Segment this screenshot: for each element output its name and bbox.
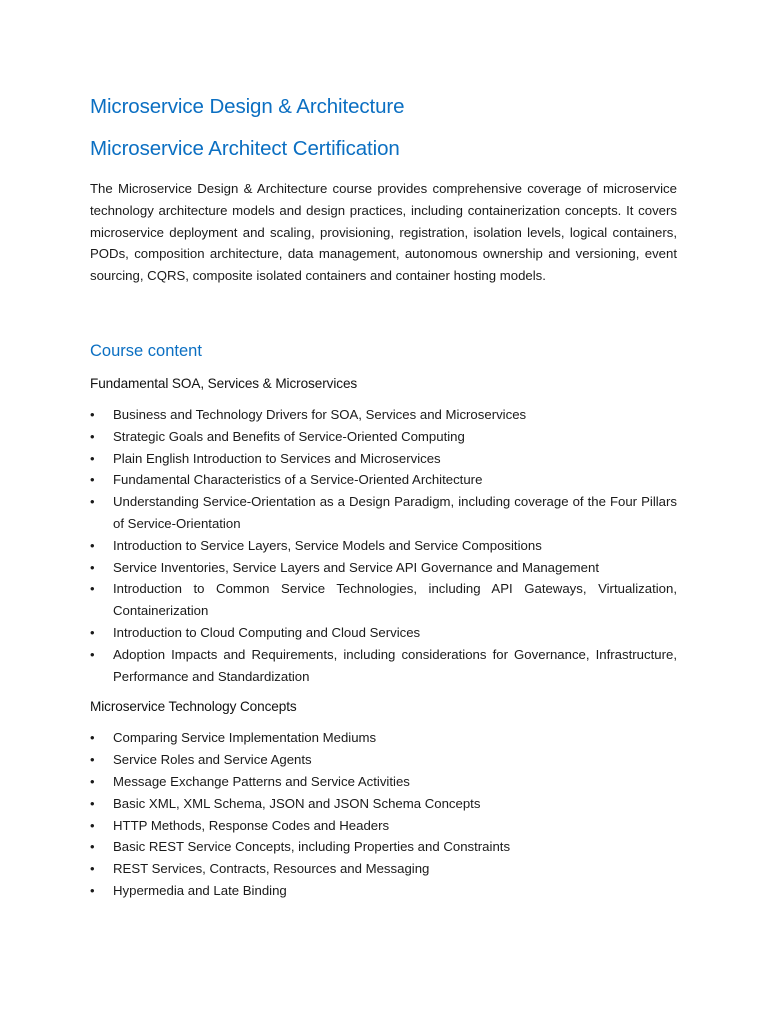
section-heading: Microservice Technology Concepts <box>90 699 297 715</box>
document-page <box>90 92 677 902</box>
list-item-text: Message Exchange Patterns and Service Activities <box>113 773 410 789</box>
section-technology-concepts <box>90 695 677 901</box>
list-item-text: Understanding Service-Orientation as a Design Paradigm, including coverage of the Four Pillars of Service-Orientation <box>113 494 677 531</box>
bullet-icon: • <box>90 537 95 553</box>
bullet-icon: • <box>90 428 95 444</box>
bullet-icon: • <box>90 624 95 640</box>
bullet-icon: • <box>90 559 95 575</box>
bullet-icon: • <box>90 795 95 811</box>
list-item-text: Introduction to Common Service Technologies, including API Gateways, Virtualization, Containerization <box>113 581 677 619</box>
section-fundamentals <box>90 372 677 687</box>
list-item-text: Comparing Service Implementation Mediums <box>113 730 377 746</box>
document-subtitle: Microservice Architect Certification <box>90 137 400 160</box>
bullet-icon: • <box>90 773 95 789</box>
bullet-icon: • <box>90 817 95 833</box>
list-item-text: Basic XML, XML Schema, JSON and JSON Schema Concepts <box>113 795 481 811</box>
list-item <box>90 727 677 749</box>
bullet-icon: • <box>90 472 95 488</box>
bullet-icon: • <box>90 406 95 422</box>
list-item-text: Introduction to Service Layers, Service Models and Service Compositions <box>113 537 542 553</box>
bullet-icon: • <box>90 450 95 466</box>
list-item <box>90 535 677 557</box>
bullet-icon: • <box>90 581 95 597</box>
list-item <box>90 404 677 426</box>
list-item <box>90 793 677 815</box>
list-item-text: Service Inventories, Service Layers and Service API Governance and Management <box>113 559 599 575</box>
bullet-icon: • <box>90 839 95 855</box>
list-item-text: Fundamental Characteristics of a Service-Oriented Architecture <box>113 472 483 488</box>
list-item <box>90 880 677 902</box>
list-item <box>90 644 677 688</box>
list-item-text: REST Services, Contracts, Resources and Messaging <box>113 861 430 877</box>
bullet-icon: • <box>90 730 95 746</box>
bullet-icon: • <box>90 494 95 510</box>
list-item <box>90 426 677 448</box>
bullet-icon: • <box>90 752 95 768</box>
bullet-list <box>90 404 677 687</box>
list-item <box>90 557 677 579</box>
list-item <box>90 771 677 793</box>
list-item-text: Service Roles and Service Agents <box>113 752 312 768</box>
list-item <box>90 448 677 470</box>
bullet-list <box>90 727 677 901</box>
bullet-icon: • <box>90 861 95 877</box>
intro-paragraph: The Microservice Design & Architecture course provides comprehensive coverage of microservice technology architecture models and design practices, including containerization concepts. It covers microservice deployment and scaling, provisioning, registration, isolation levels, logical containers, PODs, composition architecture, data management, autonomous ownership and versioning, event sourcing, CQRS, composite isolated containers and container hosting models. <box>90 181 677 284</box>
list-item-text: Basic REST Service Concepts, including Properties and Constraints <box>113 839 511 855</box>
list-item <box>90 815 677 837</box>
list-item-text: Introduction to Cloud Computing and Cloud Services <box>113 624 421 640</box>
list-item <box>90 622 677 644</box>
list-item <box>90 578 677 622</box>
bullet-icon: • <box>90 646 95 662</box>
list-item <box>90 836 677 858</box>
list-item-text: Plain English Introduction to Services and Microservices <box>113 450 441 466</box>
document-title: Microservice Design & Architecture <box>90 95 405 118</box>
course-content-heading: Course content <box>90 341 202 360</box>
list-item-text: Strategic Goals and Benefits of Service-Oriented Computing <box>113 428 465 444</box>
list-item-text: Hypermedia and Late Binding <box>113 882 287 898</box>
list-item-text: HTTP Methods, Response Codes and Headers <box>113 817 390 833</box>
list-item <box>90 858 677 880</box>
section-heading: Fundamental SOA, Services & Microservices <box>90 375 358 391</box>
list-item <box>90 749 677 771</box>
list-item-text: Business and Technology Drivers for SOA, Services and Microservices <box>113 406 527 422</box>
list-item-text: Adoption Impacts and Requirements, including considerations for Governance, Infrastructure, Performance and Standardization <box>113 646 677 684</box>
bullet-icon: • <box>90 882 95 898</box>
list-item <box>90 491 677 535</box>
list-item <box>90 469 677 491</box>
